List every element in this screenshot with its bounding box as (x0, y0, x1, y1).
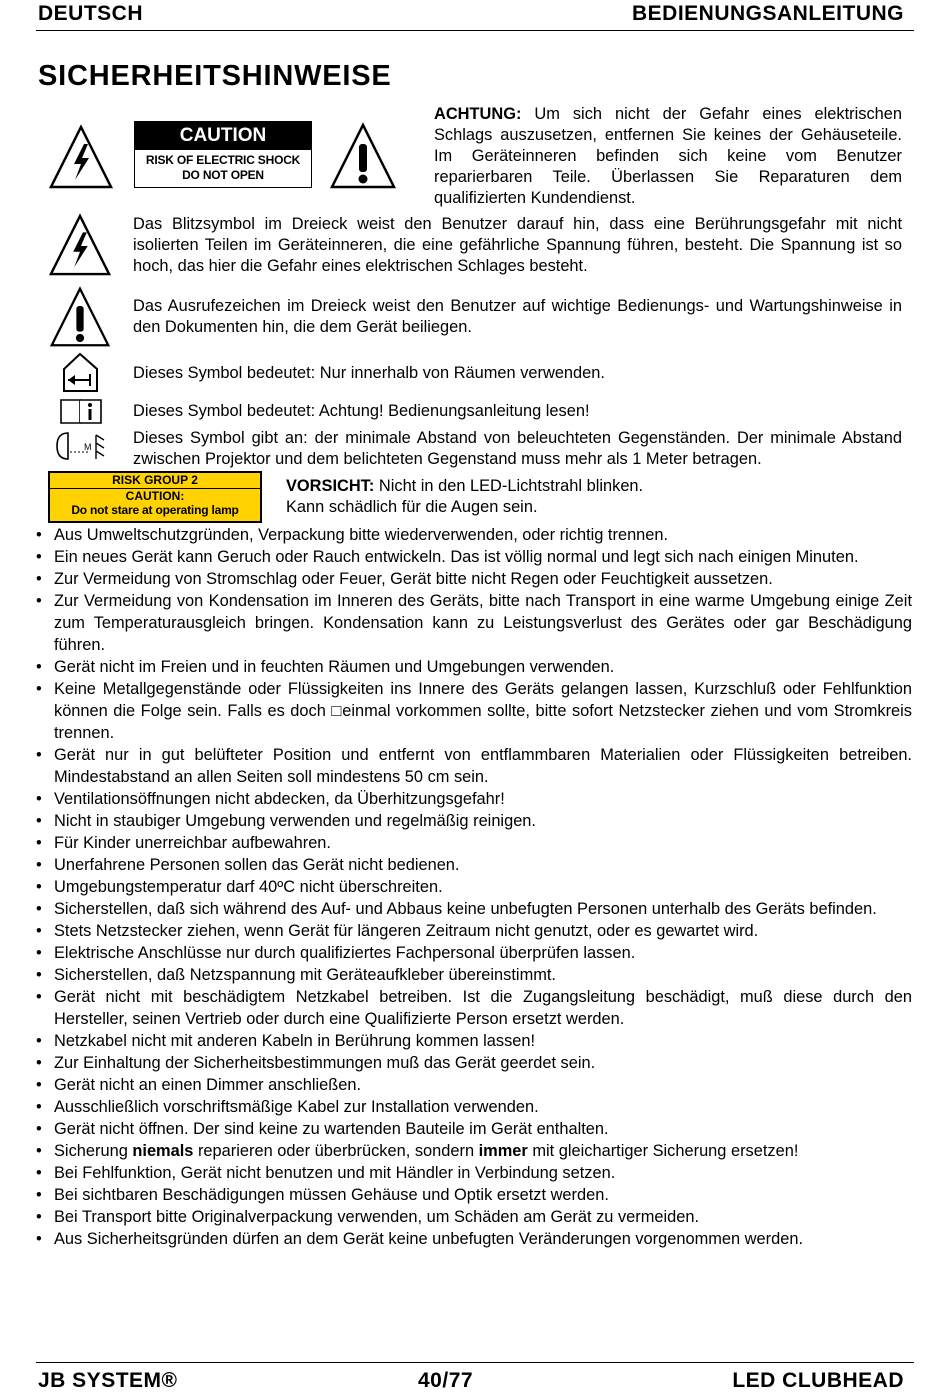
distance-icon-label: M (84, 442, 92, 452)
list-item: • Bei sichtbaren Beschädigungen müssen Gehäuse und Optik ersetzt werden. (36, 1184, 912, 1206)
header-doc-type: BEDIENUNGSANLEITUNG (631, 2, 904, 25)
list-item: • Zur Einhaltung der Sicherheitsbestimmungen muß das Gerät geerdet sein. (36, 1052, 912, 1074)
vorsicht-line1: Nicht in den LED-Lichtstrahl blinken. (374, 477, 644, 495)
achtung-text: Um sich nicht der Gefahr eines elektrischen Schlags auszusetzen, entfernen Sie keines der Gehäuseteile. Im Geräteinneren befinden sich keine vom Benutzer reparierbaren Teile. Überlassen Sie Reparaturen dem qualifizierten Kundendienst. (434, 105, 902, 207)
achtung-paragraph (434, 104, 902, 209)
safety-instructions-list (36, 524, 912, 1250)
vorsicht-line2: Kann schädlich für die Augen sein. (286, 498, 538, 516)
list-item: • Ventilationsöffnungen nicht abdecken, da Überhitzungsgefahr! (36, 788, 912, 810)
indoor-use-icon (60, 352, 100, 394)
risk-group-title: RISK GROUP 2 (50, 473, 260, 489)
list-item: • Zur Vermeidung von Kondensation im Inneren des Geräts, bitte nach Transport in eine warme Umgebung einige Zeit zum Temperaturausgleich bringen. Kondensation kann zu Leistungsverlust des Gerätes oder gar Beschädigung führen. (36, 590, 912, 656)
list-item: • Bei Fehlfunktion, Gerät nicht benutzen und mit Händler in Verbindung setzen. (36, 1162, 912, 1184)
caution-line1: RISK OF ELECTRIC SHOCK (145, 153, 301, 167)
lightning-description: Das Blitzsymbol im Dreieck weist den Benutzer darauf hin, dass eine Berührungsgefahr mit nicht isolierten Teilen im Geräteinneren, die eine gefährliche Spannung führen, besteht. Die Spannung ist so hoch, das hier die Gefahr eines elektrischen Schlages besteht. (133, 215, 902, 275)
exclamation-description: Das Ausrufezeichen im Dreieck weist den Benutzer auf wichtige Bedienungs- und Wartungshinweise in den Dokumenten hin, die dem Gerät beiliegen. (133, 297, 902, 336)
list-item: • Gerät nicht im Freien und in feuchten Räumen und Umgebungen verwenden. (36, 656, 912, 678)
lightning-warning-icon (48, 124, 114, 190)
minimum-distance-icon (54, 430, 108, 464)
list-item: • Nicht in staubiger Umgebung verwenden und regelmäßig reinigen. (36, 810, 912, 832)
list-item: • Aus Sicherheitsgründen dürfen an dem Gerät keine unbefugten Veränderungen vorgenommen werden. (36, 1228, 912, 1250)
fuse-post: mit gleichartiger Sicherung ersetzen! (527, 1142, 799, 1160)
distance-description: Dieses Symbol gibt an: der minimale Abstand von beleuchteten Gegenständen. Der minimale Abstand zwischen Projektor und dem belichteten Gegenstand muss mehr als 1 Meter betragen. (133, 429, 902, 468)
fuse-pre: Sicherung (54, 1142, 133, 1160)
list-item: • Sicherstellen, daß sich während des Auf- und Abbaus keine unbefugten Personen unterhalb des Geräts befinden. (36, 898, 912, 920)
risk-group-label (48, 471, 262, 523)
page-title: SICHERHEITSHINWEISE (38, 60, 392, 92)
list-item: • Netzkabel nicht mit anderen Kabeln in Berührung kommen lassen! (36, 1030, 912, 1052)
vorsicht-label: VORSICHT: (286, 477, 375, 495)
list-item: • Zur Vermeidung von Stromschlag oder Feuer, Gerät bitte nicht Regen oder Feuchtigkeit aussetzen. (36, 568, 912, 590)
list-item: • Gerät nicht an einen Dimmer anschließen. (36, 1074, 912, 1096)
page-number: 40/77 (418, 1369, 474, 1392)
list-item: • Gerät nicht öffnen. Der sind keine zu wartenden Bauteile im Gerät enthalten. (36, 1118, 912, 1140)
exclamation-symbol-icon (48, 286, 112, 348)
list-item: • Aus Umweltschutzgründen, Verpackung bitte wiederverwenden, oder richtig trennen. (36, 524, 912, 546)
indoor-description: Dieses Symbol bedeutet: Nur innerhalb von Räumen verwenden. (133, 364, 605, 382)
list-item: • Unerfahrene Personen sollen das Gerät nicht bedienen. (36, 854, 912, 876)
list-item: • Ein neues Gerät kann Geruch oder Rauch entwickeln. Das ist völlig normal und legt sich nach einigen Minuten. (36, 546, 912, 568)
fuse-always: immer (478, 1142, 528, 1160)
page-header (36, 2, 914, 31)
risk-group-caution: CAUTION: (125, 489, 185, 503)
lightning-symbol-icon (48, 213, 112, 277)
list-item: • Keine Metallgegenstände oder Flüssigkeiten ins Innere des Geräts gelangen lassen, Kurzschluß oder Fehlfunktion können die Folge sein. Falls es doch □einmal vorkommen sollte, bitte sofort Netzstecker ziehen und vom Stromkreis trennen. (36, 678, 912, 744)
list-item: • Umgebungstemperatur darf 40ºC nicht überschreiten. (36, 876, 912, 898)
risk-group-warning: Do not stare at operating lamp (71, 503, 239, 517)
fuse-mid: reparieren oder überbrücken, sondern (193, 1142, 479, 1160)
list-item: • Bei Transport bitte Originalverpackung verwenden, um Schäden am Gerät zu vermeiden. (36, 1206, 912, 1228)
read-manual-icon (58, 396, 104, 426)
footer-product: LED CLUBHEAD (732, 1369, 904, 1392)
list-item: • Für Kinder unerreichbar aufbewahren. (36, 832, 912, 854)
vorsicht-paragraph (286, 476, 902, 518)
list-item-fuse (36, 1140, 912, 1162)
exclamation-warning-icon (329, 122, 397, 190)
fuse-never: niemals (132, 1142, 194, 1160)
page-footer (36, 1362, 914, 1395)
header-language: DEUTSCH (38, 2, 144, 25)
list-item: • Elektrische Anschlüsse nur durch qualifiziertes Fachpersonal überprüfen lassen. (36, 942, 912, 964)
caution-line2: DO NOT OPEN (182, 168, 264, 182)
list-item: • Sicherstellen, daß Netzspannung mit Geräteaufkleber übereinstimmt. (36, 964, 912, 986)
caution-title: CAUTION (135, 122, 311, 150)
manual-description: Dieses Symbol bedeutet: Achtung! Bedienungsanleitung lesen! (133, 402, 590, 420)
list-item: • Ausschließlich vorschriftsmäßige Kabel zur Installation verwenden. (36, 1096, 912, 1118)
list-item: • Gerät nicht mit beschädigtem Netzkabel betreiben. Ist die Zugangsleitung beschädigt, muß diese durch den Hersteller, seinen Vertrieb oder durch eine Qualifizierte Person ersetzt werden. (36, 986, 912, 1030)
footer-brand: JB SYSTEM® (38, 1369, 178, 1392)
caution-label (134, 121, 312, 188)
list-item: • Gerät nur in gut belüfteter Position und entfernt von entflammbaren Materialien oder Flüssigkeiten betreiben. Mindestabstand an allen Seiten soll mindestens 50 cm sein. (36, 744, 912, 788)
achtung-label: ACHTUNG: (434, 105, 522, 123)
list-item: • Stets Netzstecker ziehen, wenn Gerät für längeren Zeitraum nicht genutzt, oder es gewartet wird. (36, 920, 912, 942)
